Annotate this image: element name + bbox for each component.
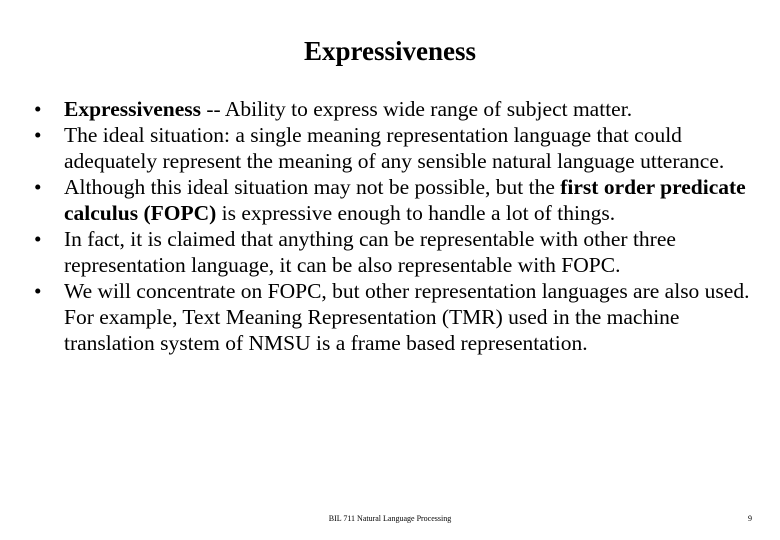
bullet-item bbox=[34, 174, 764, 226]
bullet-text: Although this ideal situation may not be possible, but the bbox=[64, 175, 561, 199]
bullet-text: is expressive enough to handle a lot of things. bbox=[216, 201, 616, 225]
bullet-bold-lead: Expressiveness bbox=[64, 97, 201, 121]
bullet-item bbox=[34, 278, 764, 356]
page-number: 9 bbox=[748, 514, 752, 523]
bullet-text: We will concentrate on FOPC, but other representation languages are also used. For example, Text Meaning Representation (TMR) used in the machine translation system of NMSU is a frame based representation. bbox=[64, 279, 750, 355]
bullet-text: -- Ability to express wide range of subject matter. bbox=[200, 97, 633, 121]
bullet-symbol: • bbox=[34, 227, 42, 251]
footer-course-title: BIL 711 Natural Language Processing bbox=[328, 514, 452, 523]
bullet-symbol: • bbox=[34, 97, 42, 121]
bullet-text: The ideal situation: a single meaning representation language that could adequately represent the meaning of any sensible natural language utterance. bbox=[64, 123, 725, 173]
bullet-item bbox=[34, 226, 764, 278]
bullet-item bbox=[34, 122, 764, 174]
bullet-symbol: • bbox=[34, 279, 42, 303]
bullet-list bbox=[34, 96, 764, 356]
bullet-text: In fact, it is claimed that anything can be representable with other three representation language, it can be also representable with FOPC. bbox=[64, 227, 676, 277]
bullet-symbol: • bbox=[34, 175, 42, 199]
bullet-bold-term: first order predicate calculus (FOPC) bbox=[64, 175, 746, 225]
bullet-item bbox=[34, 96, 764, 122]
slide-title: Expressiveness bbox=[303, 36, 477, 66]
bullet-symbol: • bbox=[34, 123, 42, 147]
